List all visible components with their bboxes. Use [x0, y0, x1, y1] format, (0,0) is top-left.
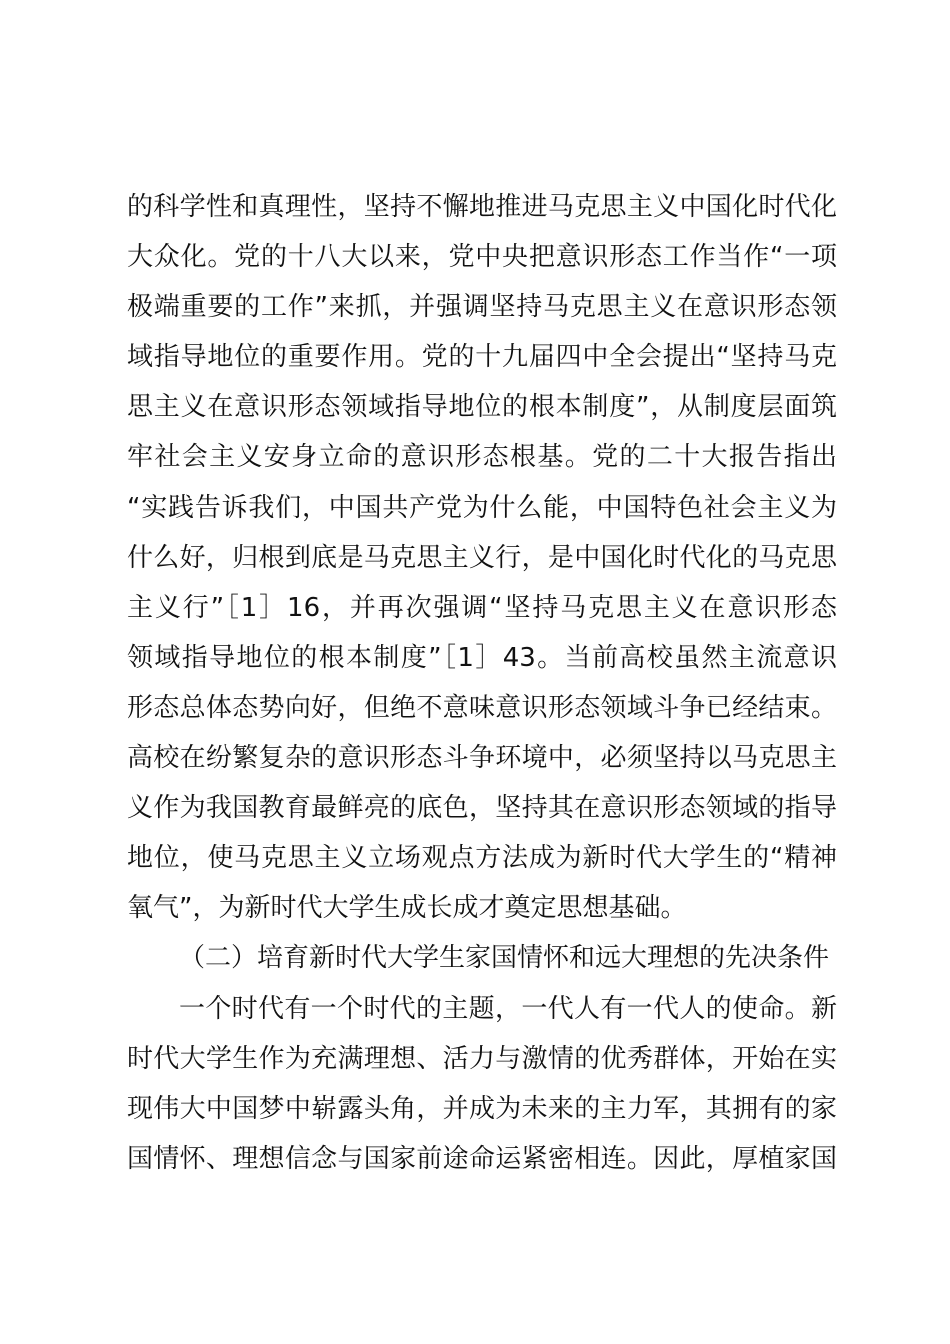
text-line: 思主义在意识形态领域指导地位的根本制度”，从制度层面筑	[127, 392, 837, 423]
text-line: “实践告诉我们，中国共产党为什么能，中国特色社会主义为	[127, 492, 837, 523]
text-line: 大众化。党的十八大以来，党中央把意识形态工作当作“一项	[127, 242, 837, 273]
text-line: 牢社会主义安身立命的意识形态根基。党的二十大报告指出	[127, 442, 837, 473]
paragraph-last-line: 氧气”，为新时代大学生成长成才奠定思想基础。	[127, 893, 687, 924]
text-line: 形态总体态势向好，但绝不意味意识形态领域斗争已经结束。	[127, 692, 837, 723]
text-line: 时代大学生作为充满理想、活力与激情的优秀群体，开始在实	[127, 1043, 837, 1074]
body-text	[127, 182, 837, 1184]
text-line: 高校在纷繁复杂的意识形态斗争环境中，必须坚持以马克思主	[127, 743, 837, 774]
text-line: 地位，使马克思主义立场观点方法成为新时代大学生的“精神	[127, 843, 837, 874]
text-line: 极端重要的工作”来抓，并强调坚持马克思主义在意识形态领	[127, 292, 837, 323]
text-line: 义作为我国教育最鲜亮的底色，坚持其在意识形态领域的指导	[127, 793, 837, 824]
text-line: 现伟大中国梦中崭露头角，并成为未来的主力军，其拥有的家	[127, 1093, 837, 1124]
text-line: 领域指导地位的根本制度”［1］43。当前高校虽然主流意识	[127, 642, 837, 673]
paragraph-first-line: 一个时代有一个时代的主题，一代人有一代人的使命。新	[179, 993, 837, 1024]
text-line: 什么好，归根到底是马克思主义行，是中国化时代化的马克思	[127, 542, 837, 573]
text-line: 国情怀、理想信念与国家前途命运紧密相连。因此，厚植家国	[127, 1143, 837, 1174]
text-line: 主义行”［1］16，并再次强调“坚持马克思主义在意识形态	[127, 592, 837, 623]
text-line: 的科学性和真理性，坚持不懈地推进马克思主义中国化时代化	[127, 192, 837, 222]
section-heading: （二）培育新时代大学生家国情怀和远大理想的先决条件	[179, 943, 830, 974]
text-line: 域指导地位的重要作用。党的十九届四中全会提出“坚持马克	[127, 342, 837, 373]
